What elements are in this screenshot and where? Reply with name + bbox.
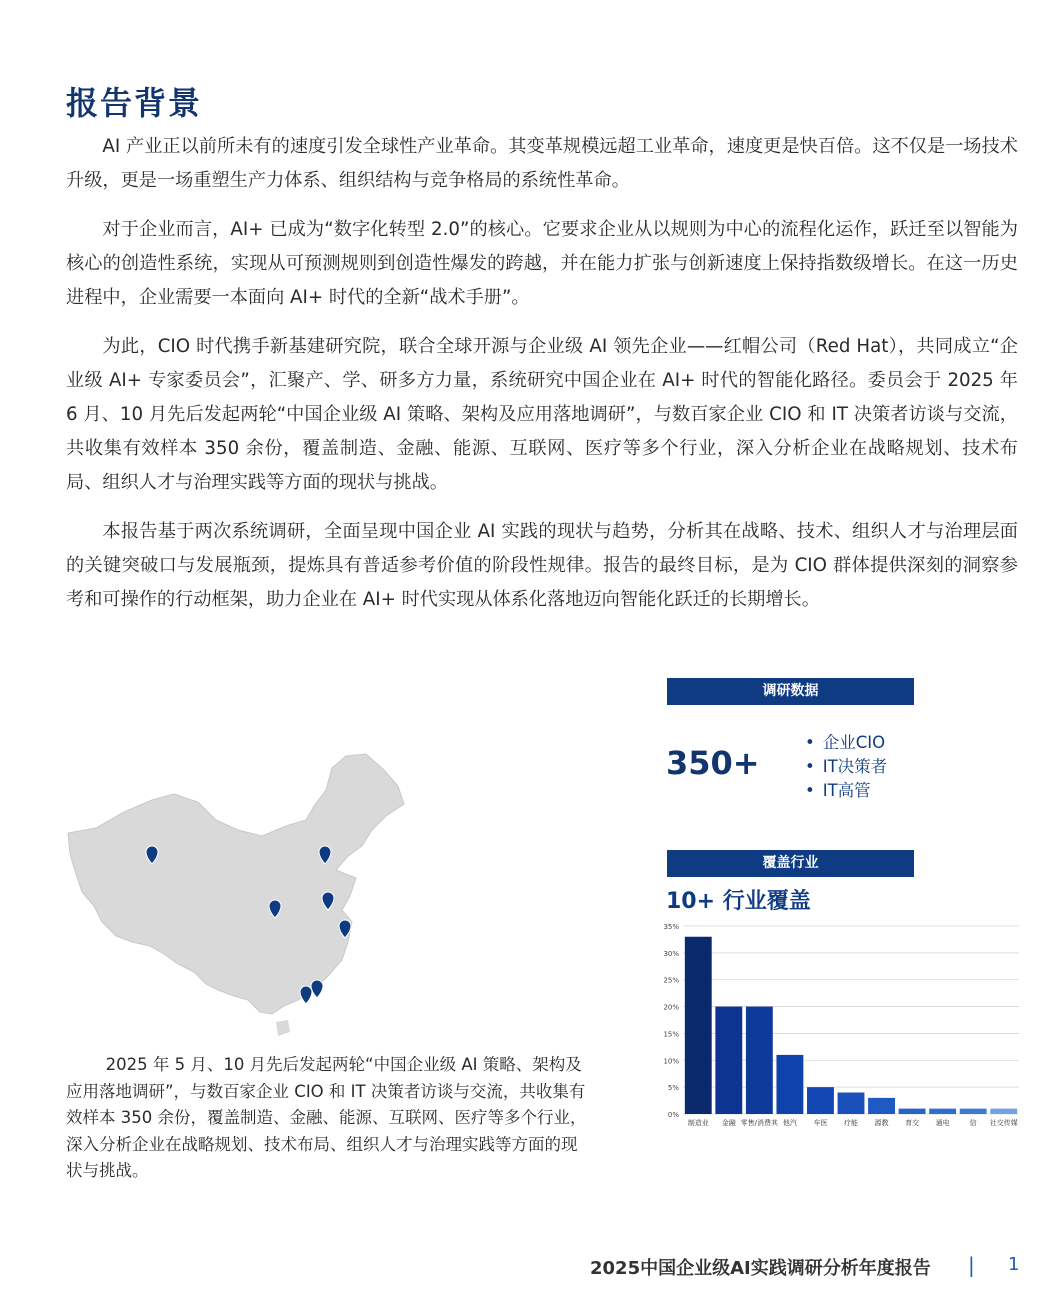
y-tick-label: 20%: [663, 1003, 679, 1012]
x-tick-label: 通电: [935, 1119, 950, 1127]
x-tick-label: 信: [969, 1119, 977, 1127]
bar: [990, 1109, 1017, 1114]
bar: [868, 1098, 895, 1114]
x-tick-label: 金融: [721, 1119, 736, 1127]
location-pin-icon: [300, 986, 312, 1004]
y-tick-label: 10%: [663, 1057, 679, 1066]
map-shape: [68, 754, 404, 1014]
bar: [807, 1087, 834, 1114]
x-tick-label: 源教: [874, 1119, 889, 1127]
paragraph: 为此，CIO 时代携手新基建研究院，联合全球开源与企业级 AI 领先企业——红帽公司（Red Hat），共同成立“企业级 AI+ 专家委员会”，汇聚产、学、研多方力量，系统研究中国企业在 AI+ 时代的智能化路径。委员会于 2025 年 6 月、10 月先后发起两轮“中国企业级 AI 策略、架构及应用落地调研”，与数百家企业 CIO 和 IT 决策者访谈与交流，共收集有效样本 350 余份，覆盖制造、金融、能源、互联网、医疗等多个行业，深入分析企业在战略规划、技术布局、组织人才与治理实践等方面的现状与挑战。: [66, 336, 1018, 493]
x-tick-label: 社交传媒: [989, 1119, 1018, 1127]
footer-separator: |: [968, 1253, 975, 1277]
x-tick-label: 制造业: [687, 1119, 709, 1127]
x-tick-label: 车医: [813, 1119, 828, 1127]
list-item: • 企业CIO: [805, 731, 887, 755]
china-map: [66, 750, 416, 1040]
industry-bar-chart: [655, 916, 1025, 1136]
page-number: 1: [1008, 1254, 1020, 1275]
bar: [685, 937, 712, 1114]
bar: [838, 1093, 865, 1114]
paragraph: 对于企业而言，AI+ 已成为“数字化转型 2.0”的核心。它要求企业从以规则为中心的流程化运作，跃迁至以智能为核心的创造性系统，实现从可预测规则到创造性爆发的跨越，并在能力扩张与创新速度上保持指数级增长。在这一历史进程中，企业需要一本面向 AI+ 时代的全新“战术手册”。: [66, 219, 1018, 308]
y-tick-label: 30%: [663, 949, 679, 958]
respondent-list: [805, 731, 887, 803]
x-tick-label: 育交: [905, 1119, 920, 1127]
location-pin-icon: [311, 980, 323, 998]
list-item: • IT决策者: [805, 755, 887, 779]
hainan-island: [276, 1020, 290, 1036]
footer-title: 2025中国企业级AI实践调研分析年度报告: [590, 1258, 931, 1279]
y-tick-label: 35%: [663, 923, 679, 931]
y-tick-label: 25%: [663, 976, 679, 985]
x-tick-label: 疗能: [844, 1119, 858, 1127]
bar: [929, 1109, 956, 1114]
bar: [746, 1007, 773, 1114]
list-item: • IT高管: [805, 779, 887, 803]
map-caption: 2025 年 5 月、10 月先后发起两轮“中国企业级 AI 策略、架构及应用落地调研”，与数百家企业 CIO 和 IT 决策者访谈与交流，共收集有效样本 350 余份，覆盖制造、金融、能源、互联网、医疗等多个行业，深入分析企业在战略规划、技术布局、组织人才与治理实践等方面的现状与挑战。: [66, 1055, 587, 1180]
paragraph: 本报告基于两次系统调研，全面呈现中国企业 AI 实践的现状与趋势，分析其在战略、技术、组织人才与治理层面的关键突破口与发展瓶颈，提炼具有普适参考价值的阶段性规律。报告的最终目标，是为 CIO 群体提供深刻的洞察参考和可操作的行动框架，助力企业在 AI+ 时代实现从体系化落地迈向智能化跃迁的长期增长。: [66, 521, 1018, 610]
y-tick-label: 5%: [667, 1084, 679, 1093]
bar: [960, 1109, 987, 1114]
x-tick-label: 他汽: [782, 1119, 797, 1127]
industry-header: 覆盖行业: [667, 850, 914, 877]
y-tick-label: 0%: [667, 1111, 679, 1119]
y-tick-label: 15%: [663, 1030, 679, 1039]
bar: [715, 1007, 742, 1114]
body-text: [66, 130, 1018, 632]
chart-title: 10+ 行业覆盖: [666, 889, 811, 914]
x-tick-label: 零售/消费其: [740, 1119, 779, 1127]
bar: [899, 1109, 926, 1114]
survey-header: 调研数据: [667, 678, 914, 705]
paragraph: AI 产业正以前所未有的速度引发全球性产业革命。其变革规模远超工业革命，速度更是快百倍。这不仅是一场技术升级，更是一场重塑生产力体系、组织结构与竞争格局的系统性革命。: [66, 136, 1018, 191]
page-title: 报告背景: [66, 84, 203, 122]
sample-count: 350+: [666, 744, 760, 782]
bar: [776, 1055, 803, 1114]
